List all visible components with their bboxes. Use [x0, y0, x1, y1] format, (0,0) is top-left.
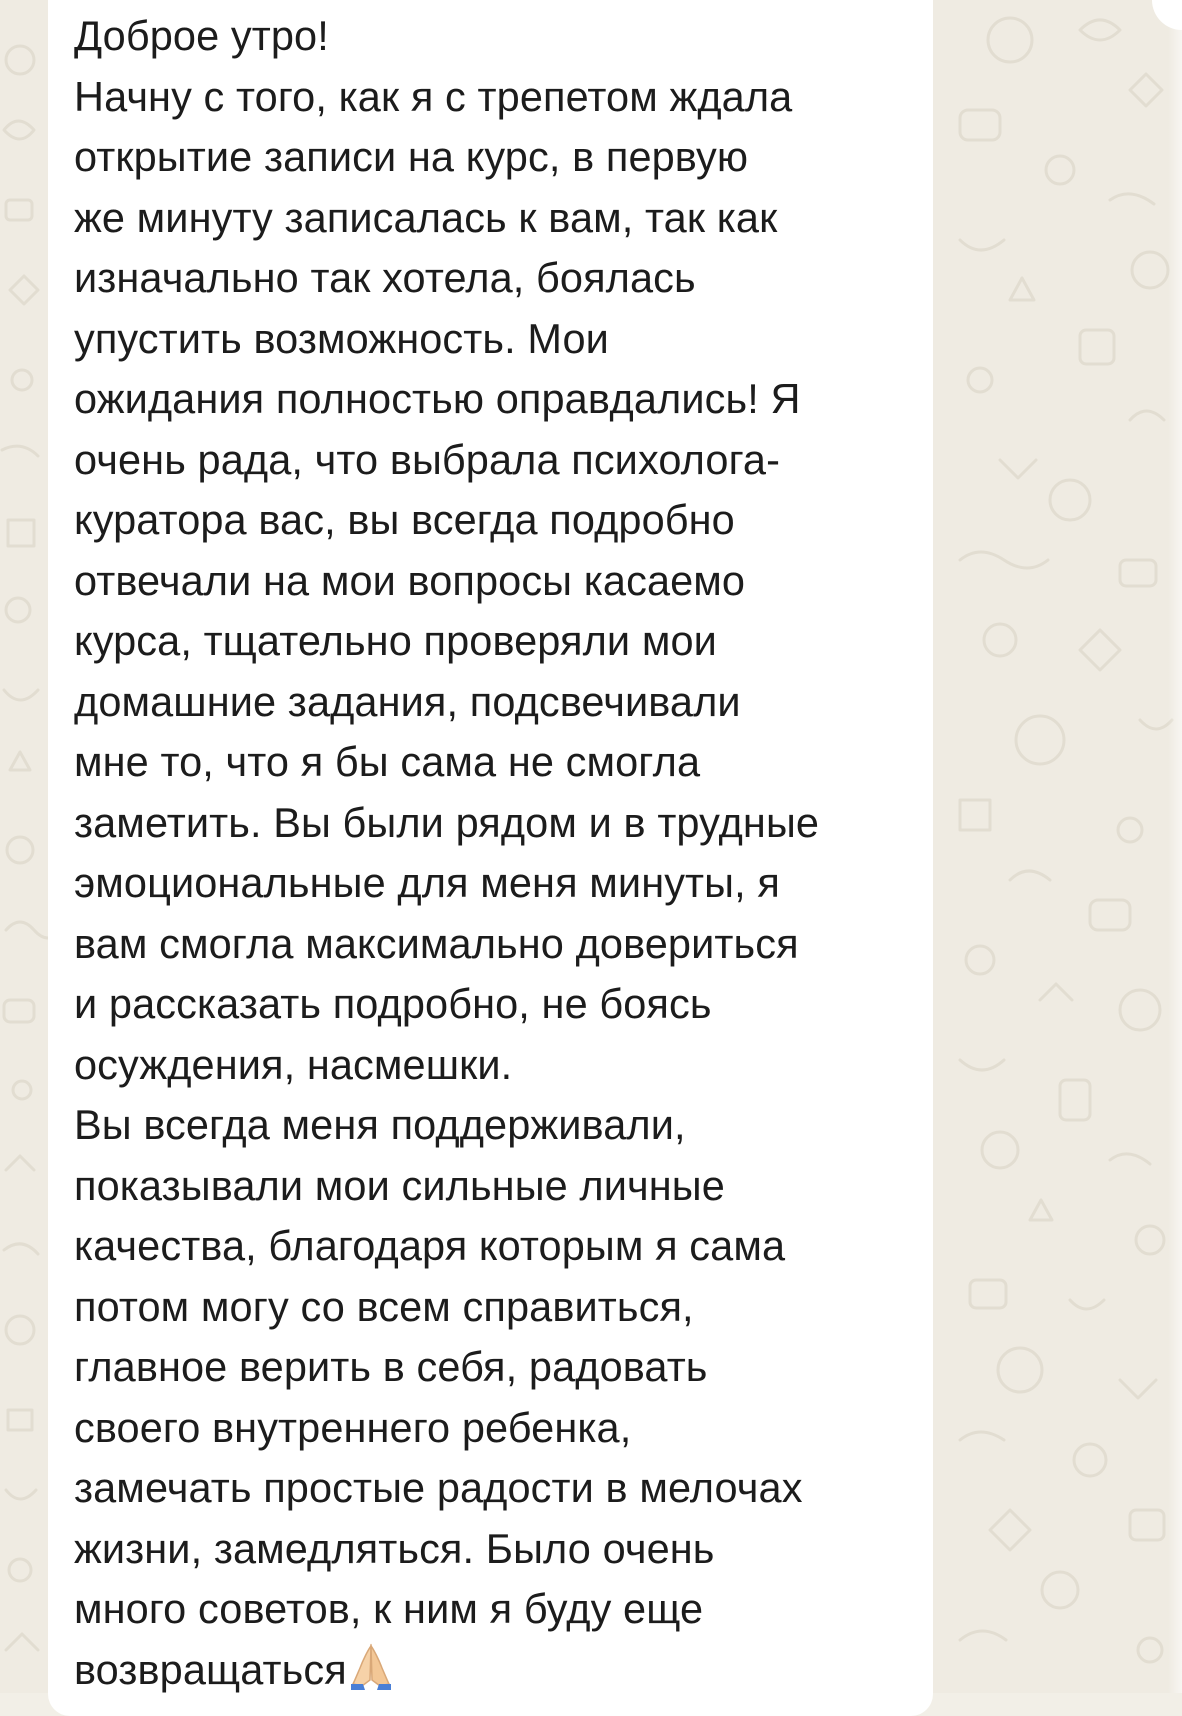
- message-line: качества, благодаря которым я сама: [74, 1222, 786, 1269]
- message-line: эмоциональные для меня минуты, я: [74, 859, 780, 906]
- message-line: изначально так хотела, боялась: [74, 254, 696, 301]
- window-edge: [1168, 0, 1182, 1693]
- message-line: потом могу со всем справиться,: [74, 1282, 694, 1330]
- message-line: своего внутреннего ребенка,: [74, 1403, 632, 1451]
- message-line: упустить возможность. Мои: [74, 314, 609, 362]
- message-line: жизни, замедляться. Было очень: [74, 1524, 715, 1572]
- message-bubble[interactable]: [48, 0, 933, 1716]
- message-line: замечать простые радости в мелочах: [74, 1464, 803, 1511]
- message-line: же минуту записалась к вам, так как: [74, 193, 778, 241]
- message-line: вам смогла максимально довериться: [74, 919, 799, 967]
- message-line: открытие записи на курс, в первую: [74, 133, 749, 180]
- message-line: домашние задания, подсвечивали: [74, 677, 741, 725]
- message-line: Начну с того, как я с трепетом ждала: [74, 72, 793, 120]
- message-line: Вы всегда меня поддерживали,: [74, 1101, 686, 1148]
- message-line: заметить. Вы были рядом и в трудные: [74, 798, 820, 846]
- message-line: главное верить в себя, радовать: [74, 1343, 708, 1390]
- message-line: очень рада, что выбрала психолога-: [74, 435, 781, 483]
- message-line: осуждения, насмешки.: [74, 1040, 513, 1088]
- message-line: Доброе утро!: [74, 12, 329, 59]
- message-line: и рассказать подробно, не боясь: [74, 980, 712, 1027]
- message-line-last-text: возвращаться: [74, 1645, 347, 1693]
- message-line: курса, тщательно проверяли мои: [74, 617, 717, 664]
- message-line: мне то, что я бы сама не смогла: [74, 738, 701, 785]
- folded-hands-icon: [349, 1640, 393, 1707]
- message-text: [74, 6, 913, 1706]
- message-line: отвечали на мои вопросы касаемо: [74, 556, 746, 604]
- message-line: много советов, к ним я буду еще: [74, 1585, 704, 1632]
- message-line: показывали мои сильные личные: [74, 1161, 725, 1209]
- message-line: ожидания полностью оправдались! Я: [74, 375, 801, 422]
- message-line: куратора вас, вы всегда подробно: [74, 496, 735, 543]
- message-line-last: [74, 1640, 913, 1707]
